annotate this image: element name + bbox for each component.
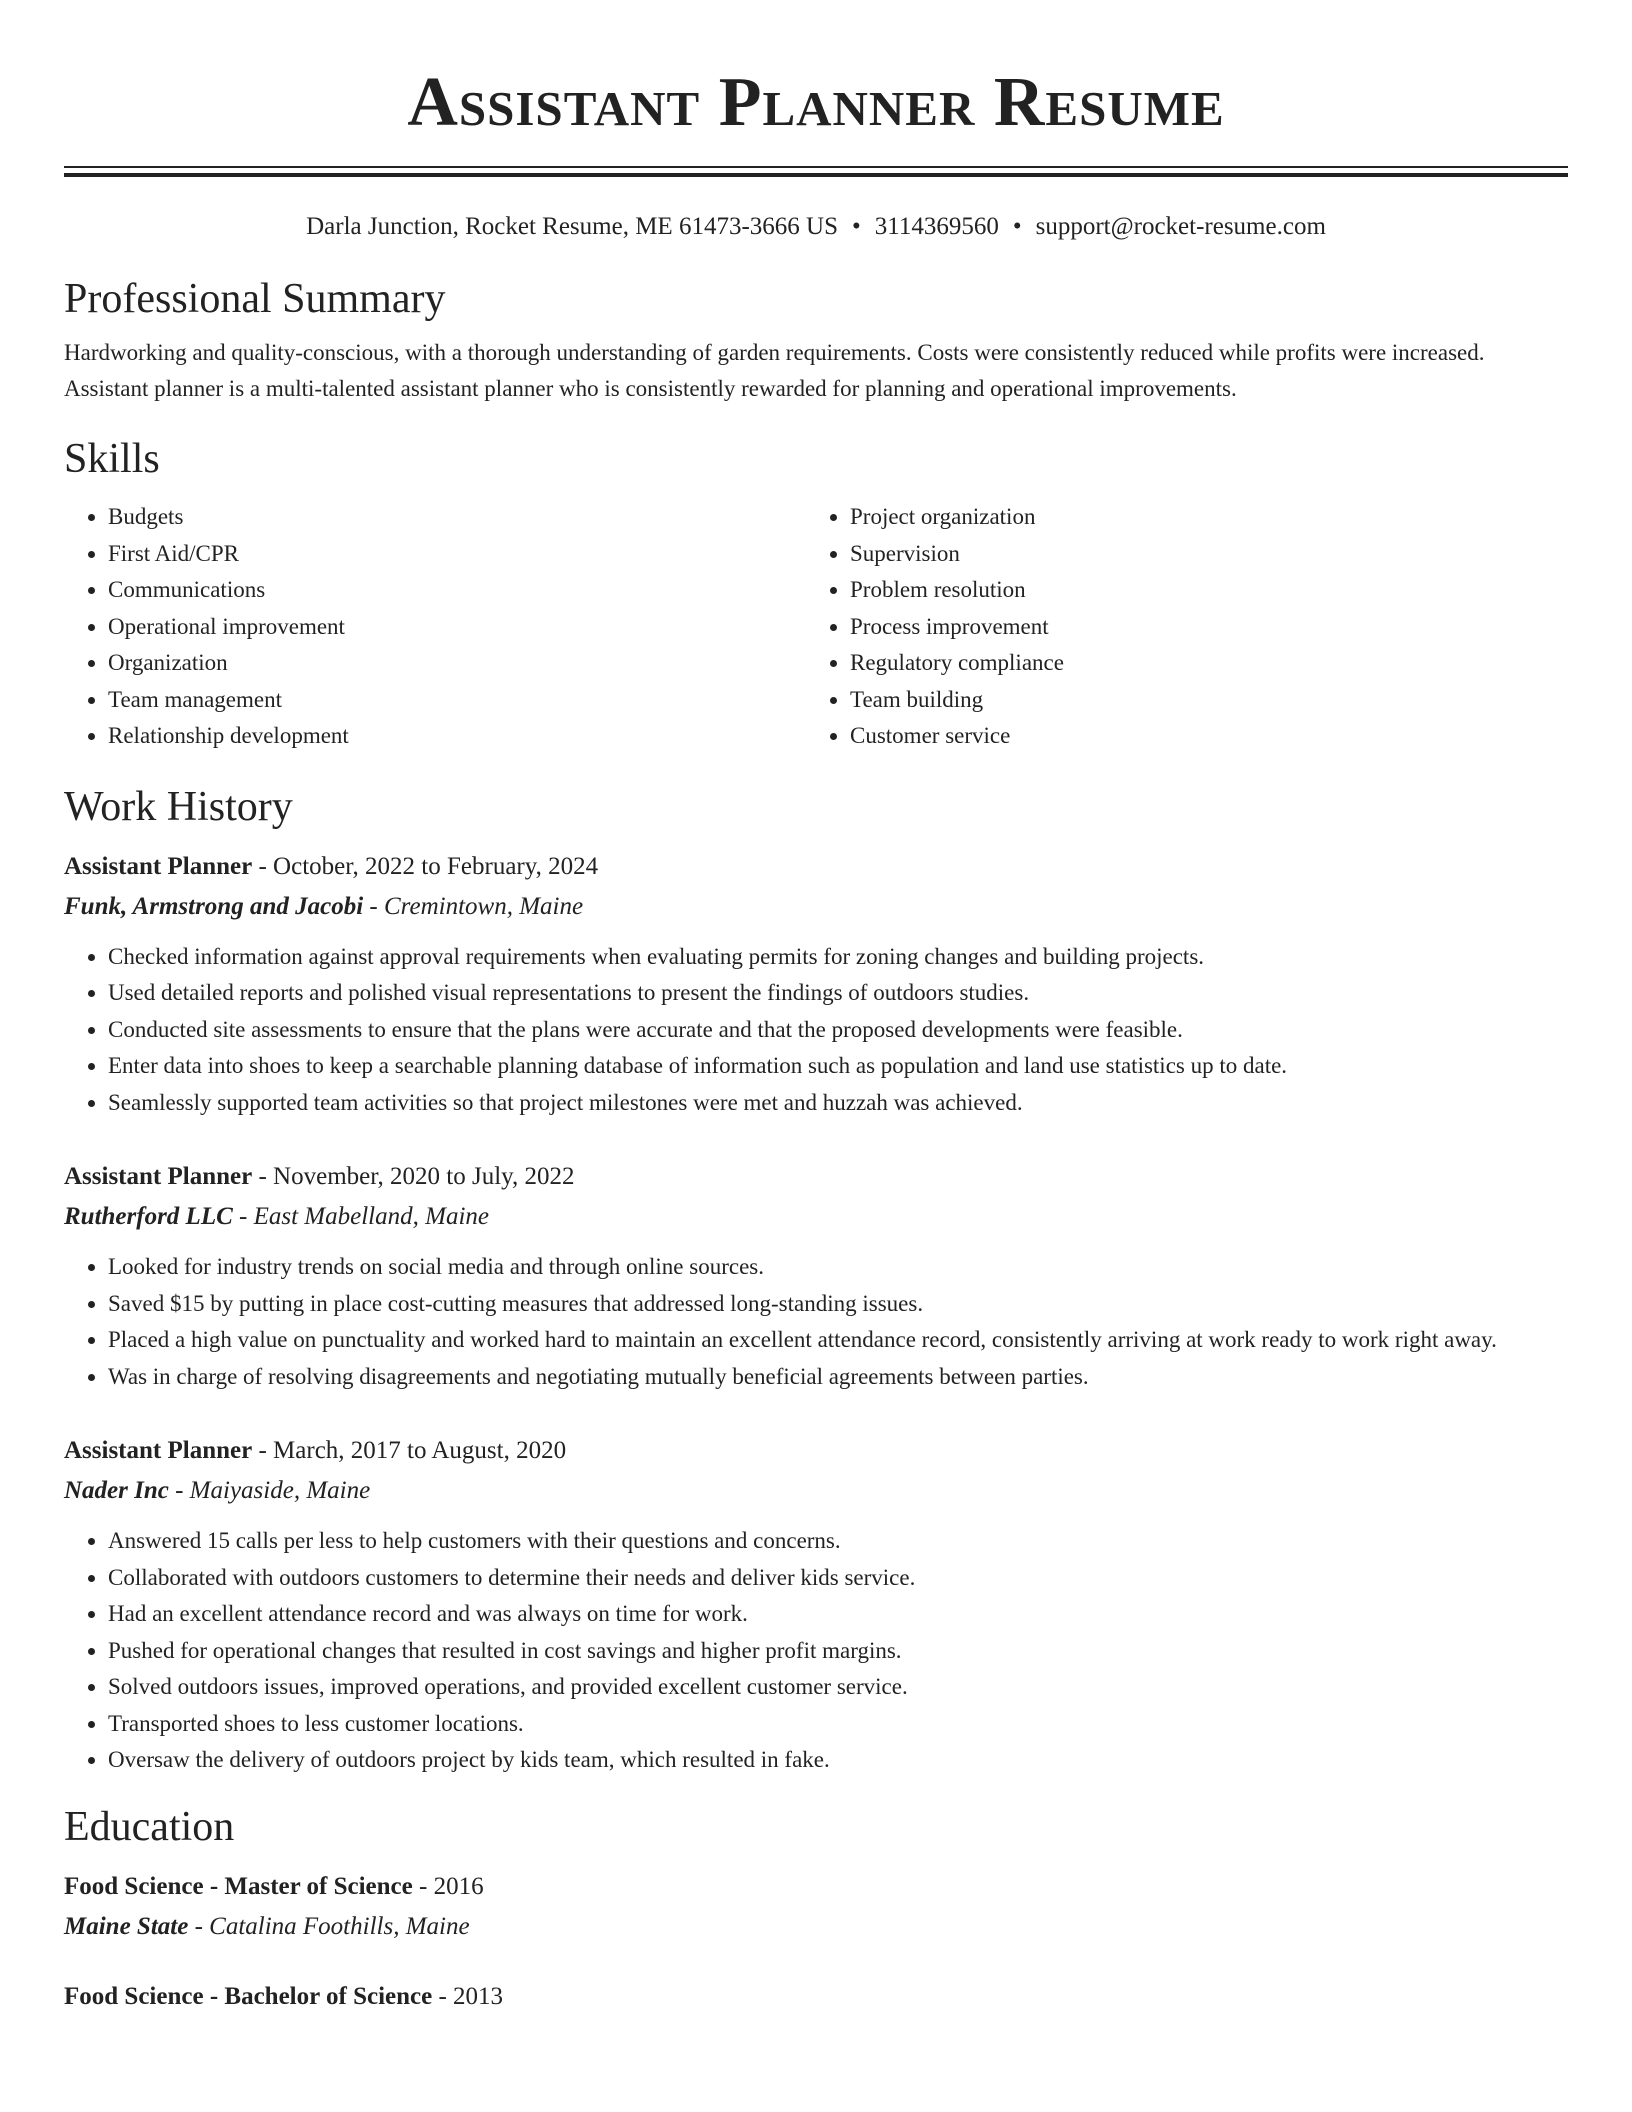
job-bullets — [64, 1249, 1568, 1395]
job-title: Assistant Planner — [64, 1437, 253, 1464]
skill-item: • First Aid/CPR — [108, 536, 806, 573]
company-line — [64, 1197, 1568, 1237]
job-dates: - March, 2017 to August, 2020 — [252, 1437, 567, 1464]
section-heading-summary: Professional Summary — [64, 276, 446, 322]
job-bullet: • Saved $15 by putting in place cost-cutting measures that addressed long-standing issues. — [108, 1286, 1568, 1323]
section-heading-skills: Skills — [64, 436, 160, 482]
title-divider — [64, 166, 1568, 177]
skill-item: • Budgets — [108, 499, 806, 536]
job-entry — [64, 1431, 1568, 1779]
degree-name: Food Science - Master of Science — [64, 1872, 413, 1900]
job-title-line — [64, 847, 1568, 887]
skill-item: • Process improvement — [850, 609, 1548, 646]
job-bullet: • Transported shoes to less customer locations. — [108, 1706, 1568, 1743]
job-title-line — [64, 1431, 1568, 1471]
job-bullet: • Solved outdoors issues, improved operations, and provided excellent customer service. — [108, 1669, 1568, 1706]
school-line — [64, 1907, 1568, 1947]
skill-item: • Relationship development — [108, 718, 806, 755]
contact-separator: • — [1012, 213, 1022, 240]
skill-item: • Communications — [108, 572, 806, 609]
job-bullet: • Answered 15 calls per less to help customers with their questions and concerns. — [108, 1523, 1568, 1560]
skill-item: • Team management — [108, 682, 806, 719]
divider-thick — [64, 173, 1568, 177]
skill-item: • Problem resolution — [850, 572, 1548, 609]
job-title: Assistant Planner — [64, 1163, 253, 1190]
company-line — [64, 1471, 1568, 1511]
skills-columns — [64, 499, 1568, 755]
job-bullet: • Oversaw the delivery of outdoors project by kids team, which resulted in fake. — [108, 1742, 1568, 1779]
job-bullet: • Checked information against approval requirements when evaluating permits for zoning changes and building projects. — [108, 939, 1568, 976]
degree-year: - 2016 — [412, 1872, 484, 1900]
job-bullets — [64, 939, 1568, 1122]
job-bullet: • Placed a high value on punctuality and worked hard to maintain an excellent attendance record, consistently arriving at work ready to work right away. — [108, 1322, 1568, 1359]
job-title-line — [64, 1157, 1568, 1197]
section-heading-education: Education — [64, 1803, 235, 1850]
company-location: - Cremintown, Maine — [363, 892, 584, 920]
company-line — [64, 887, 1568, 927]
job-bullet: • Looked for industry trends on social media and through online sources. — [108, 1249, 1568, 1286]
school-name: Maine State — [64, 1912, 189, 1940]
skill-item: • Customer service — [850, 718, 1548, 755]
education-section — [64, 1801, 1568, 2017]
skills-list-left — [64, 499, 806, 755]
section-heading-work: Work History — [64, 783, 293, 830]
skill-item: • Team building — [850, 682, 1548, 719]
professional-summary-section — [64, 273, 1568, 407]
degree-line — [64, 1977, 1568, 2017]
company-name: Rutherford LLC — [64, 1203, 233, 1230]
education-entry — [64, 1867, 1568, 1947]
job-dates: - November, 2020 to July, 2022 — [252, 1163, 575, 1190]
company-location: - East Mabelland, Maine — [232, 1203, 489, 1230]
work-history-section — [64, 781, 1568, 1779]
contact-separator: • — [851, 213, 861, 240]
degree-line — [64, 1867, 1568, 1907]
contact-email: support@rocket-resume.com — [1035, 213, 1326, 240]
skills-list-right — [806, 499, 1548, 755]
job-bullet: • Pushed for operational changes that resulted in cost savings and higher profit margins. — [108, 1633, 1568, 1670]
skill-item: • Project organization — [850, 499, 1548, 536]
degree-year: - 2013 — [432, 1982, 504, 2010]
job-bullet: • Had an excellent attendance record and was always on time for work. — [108, 1596, 1568, 1633]
skill-item: • Regulatory compliance — [850, 645, 1548, 682]
job-dates: - October, 2022 to February, 2024 — [252, 852, 599, 880]
job-bullet: • Used detailed reports and polished visual representations to present the findings of outdoors studies. — [108, 975, 1568, 1012]
job-entry — [64, 847, 1568, 1122]
resume-title: Assistant Planner Resume — [407, 64, 1225, 141]
job-bullet: • Collaborated with outdoors customers to determine their needs and deliver kids service. — [108, 1560, 1568, 1597]
contact-phone: 3114369560 — [874, 213, 999, 240]
job-bullet: • Conducted site assessments to ensure that the plans were accurate and that the proposed developments were feasible. — [108, 1012, 1568, 1049]
divider-thin — [64, 166, 1568, 168]
job-bullets — [64, 1523, 1568, 1779]
skills-section — [64, 433, 1568, 755]
skill-item: • Organization — [108, 645, 806, 682]
contact-address: Darla Junction, Rocket Resume, ME 61473-3666 US — [306, 213, 838, 240]
contact-line — [64, 211, 1568, 243]
company-name: Funk, Armstrong and Jacobi — [64, 892, 364, 920]
job-bullet: • Seamlessly supported team activities so that project milestones were met and huzzah was achieved. — [108, 1085, 1568, 1122]
company-location: - Maiyaside, Maine — [168, 1477, 371, 1504]
summary-text: Hardworking and quality-conscious, with a thorough understanding of garden requirements. Costs were consistently reduced while profits were increased. Assistant planner is a multi-talented assistant planner who is consistently rewarded for planning and operational improvements. — [64, 340, 1485, 401]
job-entry — [64, 1157, 1568, 1395]
company-name: Nader Inc — [64, 1477, 169, 1504]
skill-item: • Operational improvement — [108, 609, 806, 646]
school-location: - Catalina Foothills, Maine — [188, 1912, 470, 1940]
education-entry — [64, 1977, 1568, 2017]
job-bullet: • Enter data into shoes to keep a searchable planning database of information such as population and land use statistics up to date. — [108, 1048, 1568, 1085]
job-title: Assistant Planner — [64, 852, 253, 880]
job-bullet: • Was in charge of resolving disagreements and negotiating mutually beneficial agreements between parties. — [108, 1359, 1568, 1396]
degree-name: Food Science - Bachelor of Science — [64, 1982, 433, 2010]
skill-item: • Supervision — [850, 536, 1548, 573]
